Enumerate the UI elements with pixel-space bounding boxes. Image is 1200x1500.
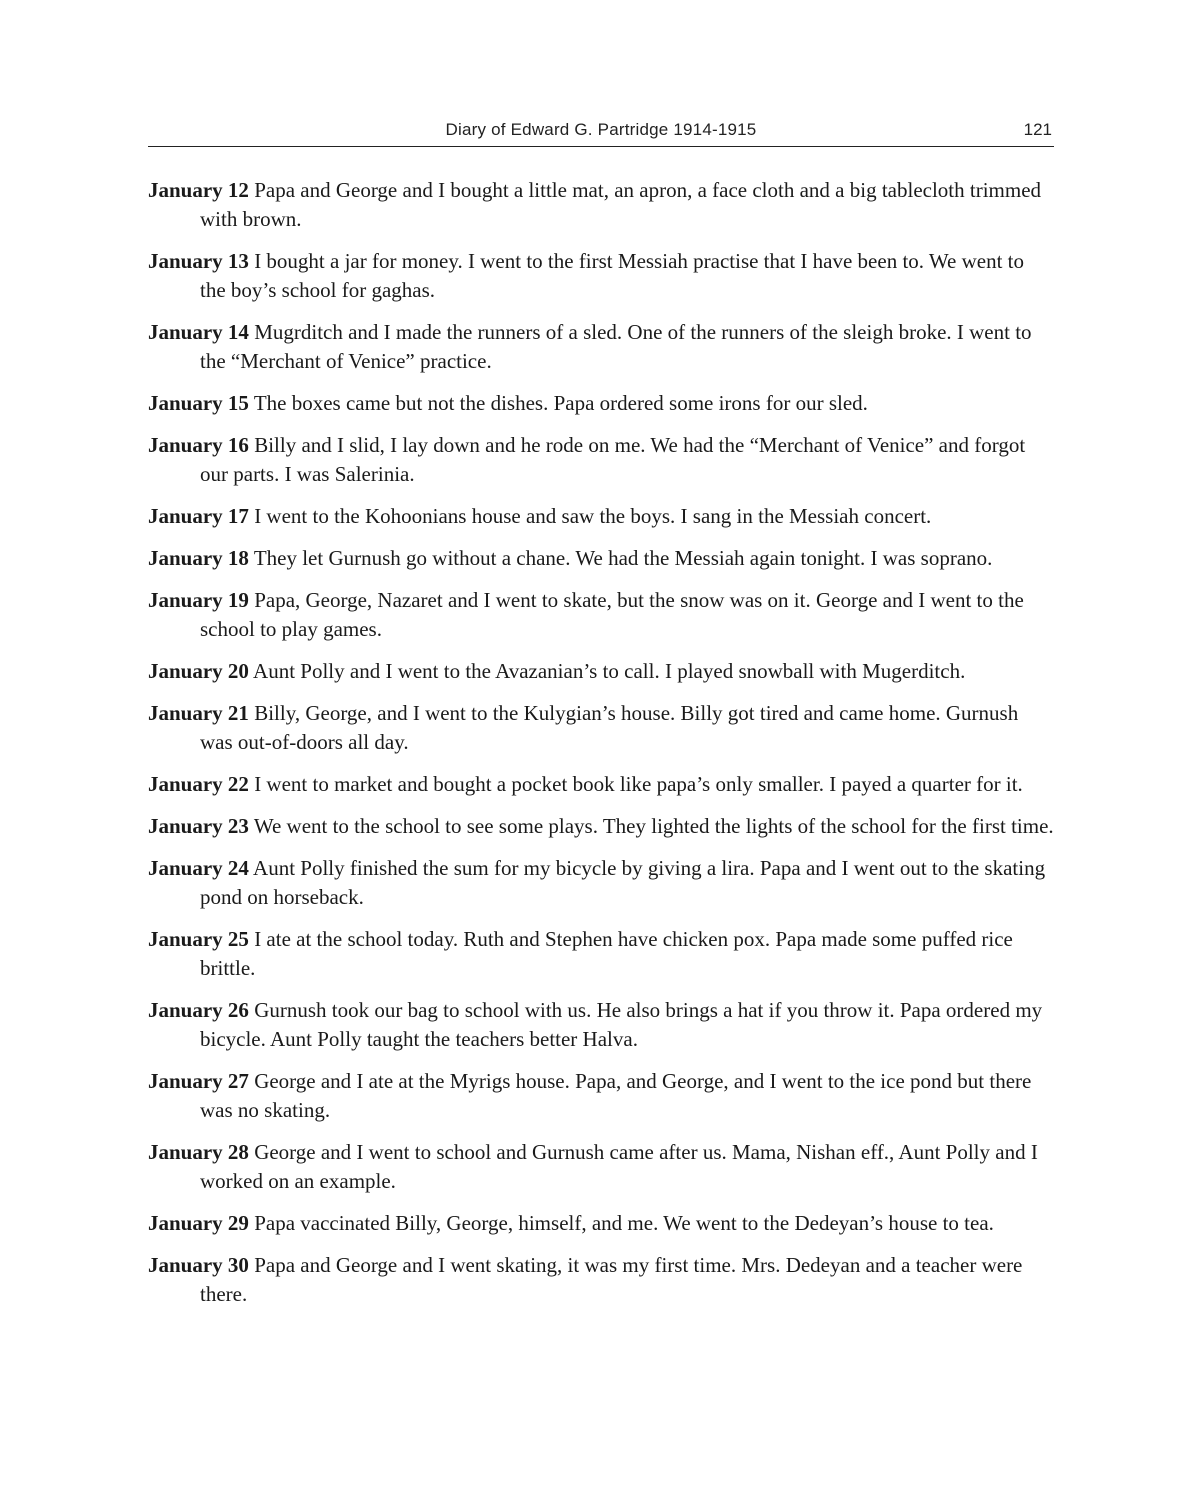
diary-entries (148, 176, 1054, 1309)
entry-text: Mugrditch and I made the runners of a sled. One of the runners of the sleigh broke. I went to the “Merchant of Venice” practice. (200, 320, 1032, 373)
diary-entry (148, 544, 1054, 573)
entry-date: January 16 (148, 433, 249, 457)
entry-text: I bought a jar for money. I went to the first Messiah practise that I have been to. We went to the boy’s school for gaghas. (200, 249, 1025, 302)
running-header (148, 116, 1054, 147)
diary-entry (148, 996, 1054, 1054)
entry-text: Gurnush took our bag to school with us. He also brings a hat if you throw it. Papa ordered my bicycle. Aunt Polly taught the teachers better Halva. (200, 998, 1043, 1051)
entry-date: January 30 (148, 1253, 249, 1277)
diary-entry (148, 247, 1054, 305)
entry-date: January 29 (148, 1211, 249, 1235)
entry-text: George and I went to school and Gurnush came after us. Mama, Nishan eff., Aunt Polly and I worked on an example. (200, 1140, 1038, 1193)
entry-date: January 23 (148, 814, 249, 838)
entry-date: January 19 (148, 588, 249, 612)
diary-entry (148, 389, 1054, 418)
entry-date: January 28 (148, 1140, 249, 1164)
entry-date: January 24 (148, 856, 249, 880)
entry-text: Aunt Polly finished the sum for my bicycle by giving a lira. Papa and I went out to the skating pond on horseback. (200, 856, 1046, 909)
entry-text: Billy, George, and I went to the Kulygian’s house. Billy got tired and came home. Gurnush was out-of-doors all day. (200, 701, 1019, 754)
diary-entry (148, 502, 1054, 531)
entry-date: January 25 (148, 927, 249, 951)
diary-entry (148, 1251, 1054, 1309)
entry-text: They let Gurnush go without a chane. We had the Messiah again tonight. I was soprano. (253, 546, 993, 570)
entry-date: January 13 (148, 249, 249, 273)
entry-text: I went to market and bought a pocket book like papa’s only smaller. I payed a quarter for it. (254, 772, 1023, 796)
entry-date: January 15 (148, 391, 249, 415)
diary-entry (148, 699, 1054, 757)
entry-date: January 21 (148, 701, 249, 725)
diary-entry (148, 854, 1054, 912)
book-page (148, 116, 1054, 1322)
entry-text: The boxes came but not the dishes. Papa ordered some irons for our sled. (253, 391, 868, 415)
entry-date: January 26 (148, 998, 249, 1022)
entry-date: January 18 (148, 546, 249, 570)
diary-entry (148, 1138, 1054, 1196)
entry-text: Papa and George and I bought a little mat, an apron, a face cloth and a big tablecloth trimmed with brown. (200, 178, 1042, 231)
entry-date: January 14 (148, 320, 249, 344)
entry-text: Aunt Polly and I went to the Avazanian’s to call. I played snowball with Mugerditch. (253, 659, 966, 683)
diary-entry (148, 1067, 1054, 1125)
entry-date: January 27 (148, 1069, 249, 1093)
diary-entry (148, 318, 1054, 376)
entry-text: Billy and I slid, I lay down and he rode on me. We had the “Merchant of Venice” and forgot our parts. I was Salerinia. (200, 433, 1026, 486)
diary-entry (148, 431, 1054, 489)
diary-entry (148, 657, 1054, 686)
entry-date: January 22 (148, 772, 249, 796)
diary-entry (148, 176, 1054, 234)
page-number: 121 (1023, 120, 1052, 139)
entry-date: January 12 (148, 178, 249, 202)
entry-text: Papa vaccinated Billy, George, himself, and me. We went to the Dedeyan’s house to tea. (254, 1211, 994, 1235)
diary-entry (148, 812, 1054, 841)
entry-date: January 17 (148, 504, 249, 528)
entry-text: Papa, George, Nazaret and I went to skate, but the snow was on it. George and I went to the school to play games. (200, 588, 1024, 641)
entry-text: Papa and George and I went skating, it was my first time. Mrs. Dedeyan and a teacher were there. (200, 1253, 1023, 1306)
diary-entry (148, 1209, 1054, 1238)
entry-text: I ate at the school today. Ruth and Stephen have chicken pox. Papa made some puffed rice brittle. (200, 927, 1013, 980)
running-title: Diary of Edward G. Partridge 1914-1915 (445, 120, 757, 139)
entry-text: I went to the Kohoonians house and saw the boys. I sang in the Messiah concert. (254, 504, 932, 528)
entry-text: George and I ate at the Myrigs house. Papa, and George, and I went to the ice pond but there was no skating. (200, 1069, 1032, 1122)
diary-entry (148, 770, 1054, 799)
diary-entry (148, 925, 1054, 983)
entry-date: January 20 (148, 659, 249, 683)
diary-entry (148, 586, 1054, 644)
entry-text: We went to the school to see some plays. They lighted the lights of the school for the first time. (253, 814, 1054, 838)
